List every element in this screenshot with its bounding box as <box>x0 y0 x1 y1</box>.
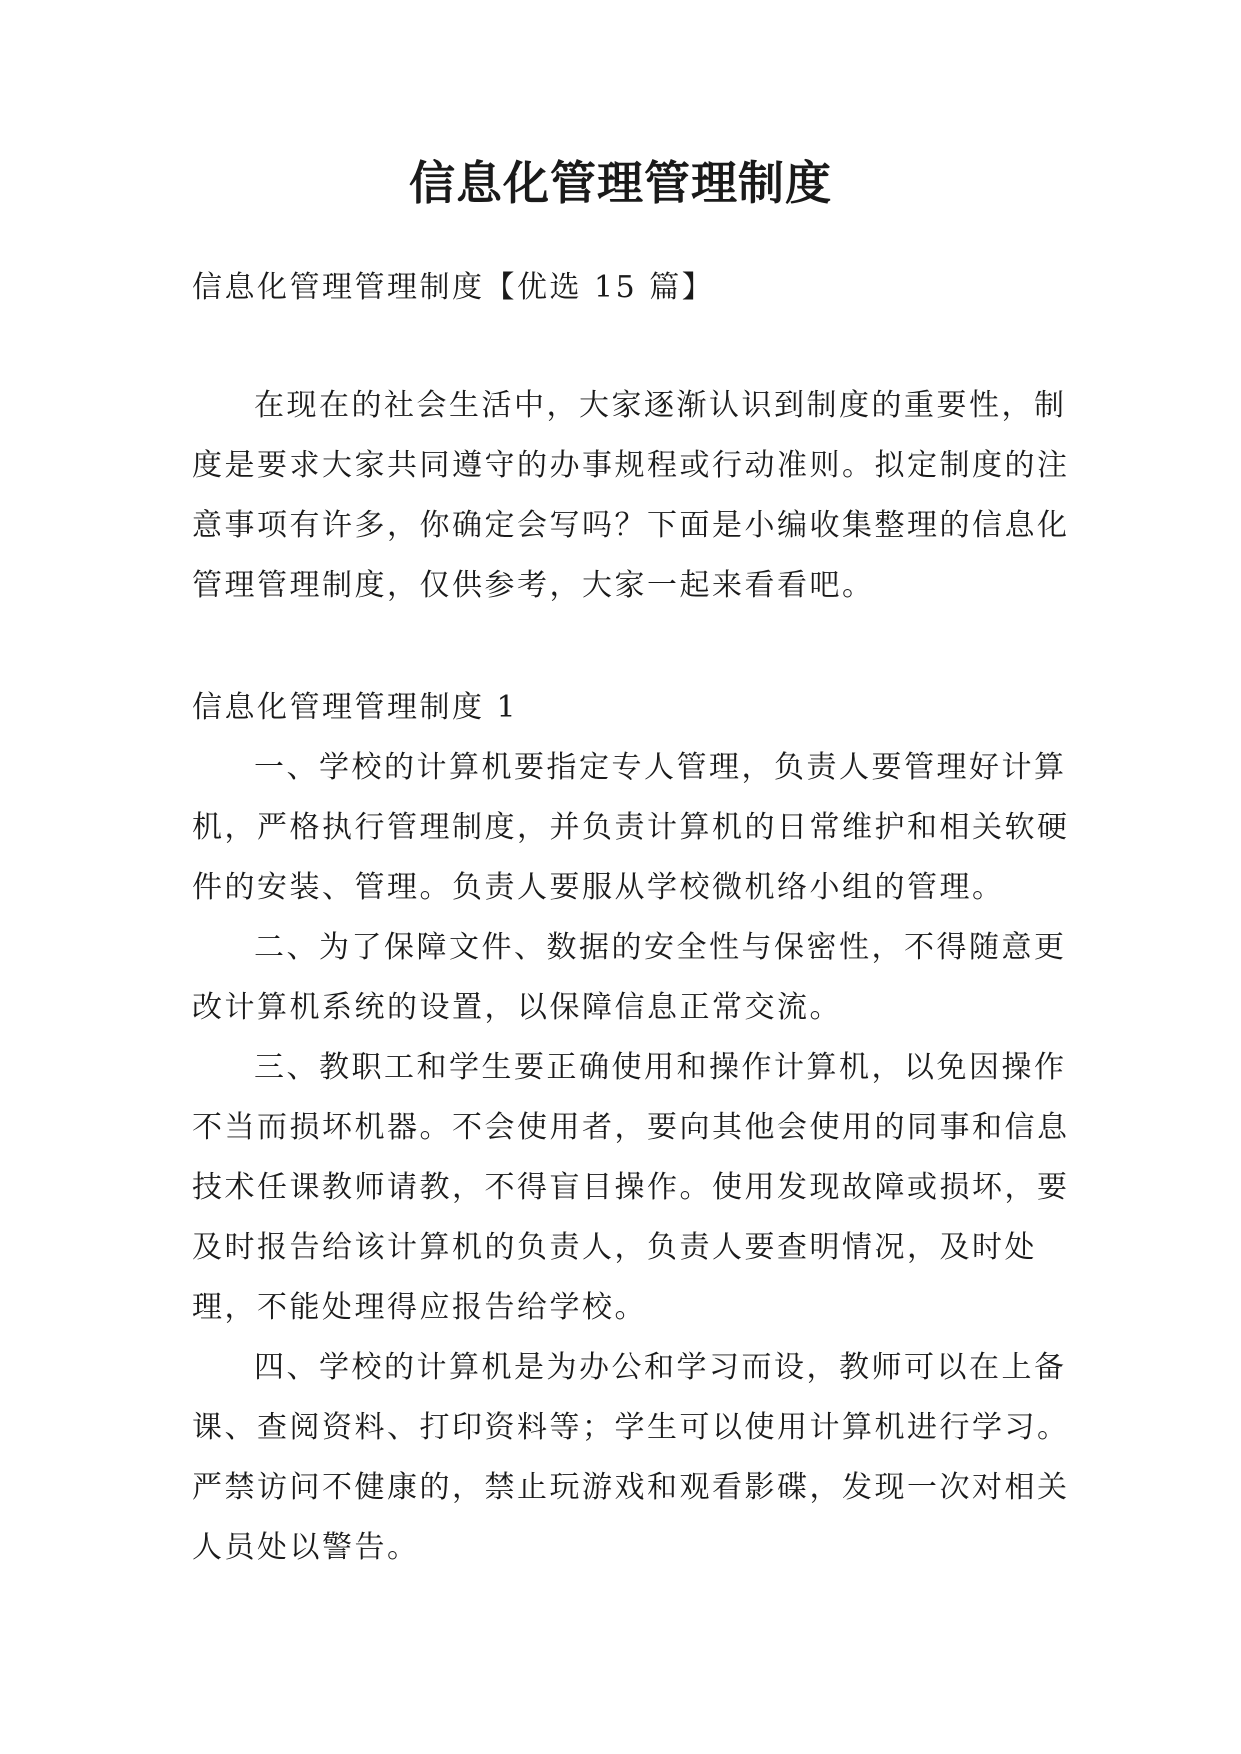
rule-item-1: 一、学校的计算机要指定专人管理，负责人要管理好计算机，严格执行管理制度，并负责计算机的日常维护和相关软硬件的安装、管理。负责人要服从学校微机络小组的管理。 <box>192 750 1070 905</box>
document-body <box>192 258 1072 1578</box>
rule-item-2: 二、为了保障文件、数据的安全性与保密性，不得随意更改计算机系统的设置，以保障信息正常交流。 <box>192 930 1067 1025</box>
document-title: 信息化管理管理制度 <box>409 156 832 210</box>
rule-item-3: 三、教职工和学生要正确使用和操作计算机，以免因操作不当而损坏机器。不会使用者，要向其他会使用的同事和信息技术任课教师请教，不得盲目操作。使用发现故障或损坏，要及时报告给该计算机的负责人，负责人要查明情况，及时处理，不能处理得应报告给学校。 <box>192 1050 1070 1325</box>
document-subtitle: 信息化管理管理制度【优选 15 篇】 <box>192 270 715 305</box>
rule-item-4: 四、学校的计算机是为办公和学习而设，教师可以在上备课、查阅资料、打印资料等；学生可以使用计算机进行学习。严禁访问不健康的，禁止玩游戏和观看影碟，发现一次对相关人员处以警告。 <box>192 1350 1070 1565</box>
intro-paragraph: 在现在的社会生活中，大家逐渐认识到制度的重要性，制度是要求大家共同遵守的办事规程或行动准则。拟定制度的注意事项有许多，你确定会写吗？下面是小编收集整理的信息化管理管理制度，仅供参考，大家一起来看看吧。 <box>192 388 1070 603</box>
section-heading: 信息化管理管理制度 1 <box>192 690 519 725</box>
